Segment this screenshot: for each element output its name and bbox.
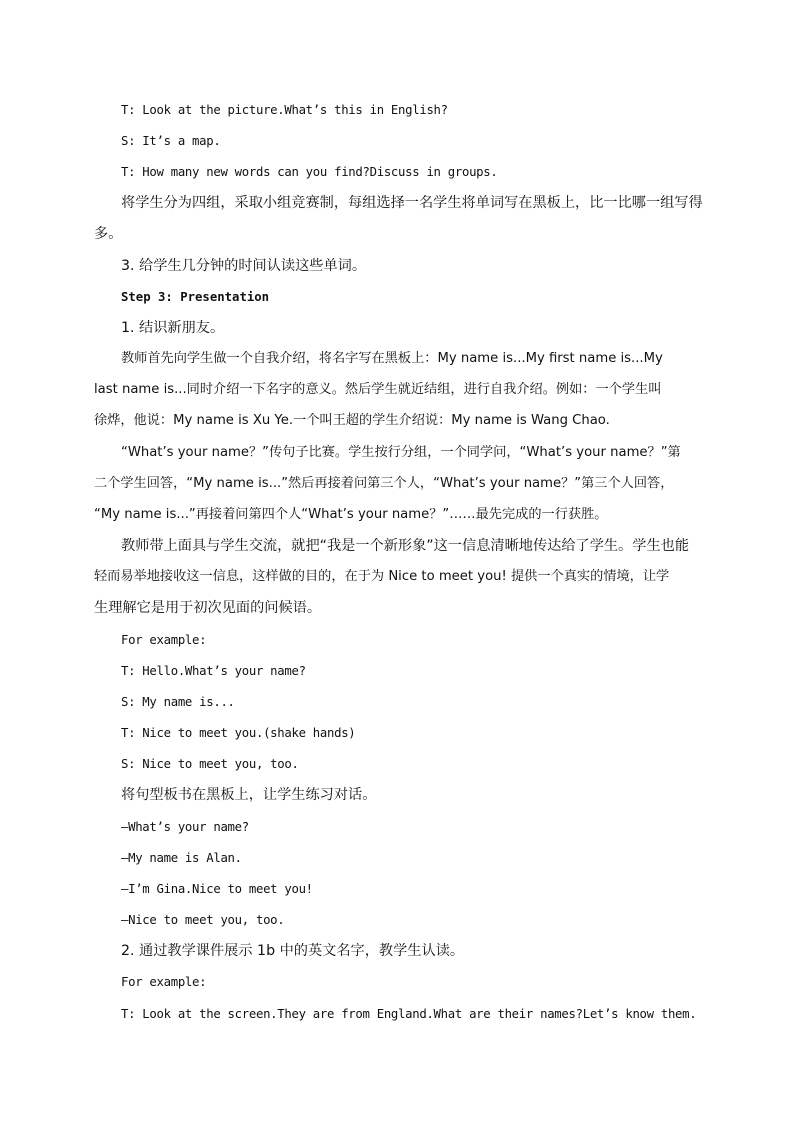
- dialogue-line: T: Hello.What’s your name?: [121, 664, 306, 678]
- dialogue-line: —My name is Alan.: [121, 851, 242, 865]
- dialogue-line: S: My name is...: [121, 695, 235, 709]
- dialogue-line: —What’s your name?: [121, 820, 249, 834]
- dialogue-line: T: Look at the screen.They are from England.What are their names?Let’s know them.: [121, 1007, 697, 1021]
- dialogue-line: —Nice to meet you, too.: [121, 913, 285, 927]
- paragraph-line: 教师首先向学生做一个自我介绍，将名字写在黑板上：My name is...My first name is...My: [121, 351, 663, 366]
- list-item: 2. 通过教学课件展示 1b 中的英文名字，教学生认读。: [121, 943, 465, 959]
- paragraph-line: 将学生分为四组，采取小组竞赛制，每组选择一名学生将单词写在黑板上，比一比哪一组写得: [121, 195, 703, 211]
- paragraph-line: “My name is...”再接着问第四个人“What’s your name？”……最先完成的一行获胜。: [94, 507, 608, 522]
- paragraph-line: 二个学生回答，“My name is...”然后再接着问第三个人，“What’s your name？”第三个人回答，: [94, 476, 674, 491]
- example-label: For example:: [121, 975, 207, 989]
- list-item: 3. 给学生几分钟的时间认读这些单词。: [121, 258, 367, 274]
- paragraph-line: 多。: [94, 226, 123, 242]
- list-item: 1. 结识新朋友。: [121, 320, 225, 336]
- example-label: For example:: [121, 633, 207, 647]
- paragraph-line: 教师带上面具与学生交流，就把“我是一个新形象”这一信息清晰地传达给了学生。学生也能: [121, 538, 690, 554]
- dialogue-line: T: Look at the picture.What’s this in English?: [121, 103, 448, 117]
- dialogue-line: S: It’s a map.: [121, 134, 221, 148]
- paragraph-line: 轻而易举地接收这一信息，这样做的目的，在于为 Nice to meet you! 提供一个真实的情境，让学: [94, 569, 670, 584]
- dialogue-line: T: Nice to meet you.(shake hands): [121, 726, 356, 740]
- paragraph-line: 将句型板书在黑板上，让学生练习对话。: [121, 787, 377, 803]
- dialogue-line: S: Nice to meet you, too.: [121, 757, 299, 771]
- paragraph-line: 生理解它是用于初次见面的问候语。: [94, 600, 322, 616]
- paragraph-line: last name is...同时介绍一下名字的意义。然后学生就近结组，进行自我介绍。例如：一个学生叫: [94, 382, 662, 397]
- paragraph-line: “What’s your name？”传句子比赛。学生按行分组，一个同学问，“What’s your name？”第: [121, 445, 681, 460]
- section-heading: Step 3: Presentation: [121, 290, 270, 304]
- dialogue-line: —I’m Gina.Nice to meet you!: [121, 882, 313, 896]
- dialogue-line: T: How many new words can you find?Discuss in groups.: [121, 165, 498, 179]
- paragraph-line: 徐烨，他说：My name is Xu Ye.一个叫王超的学生介绍说：My name is Wang Chao.: [94, 413, 610, 428]
